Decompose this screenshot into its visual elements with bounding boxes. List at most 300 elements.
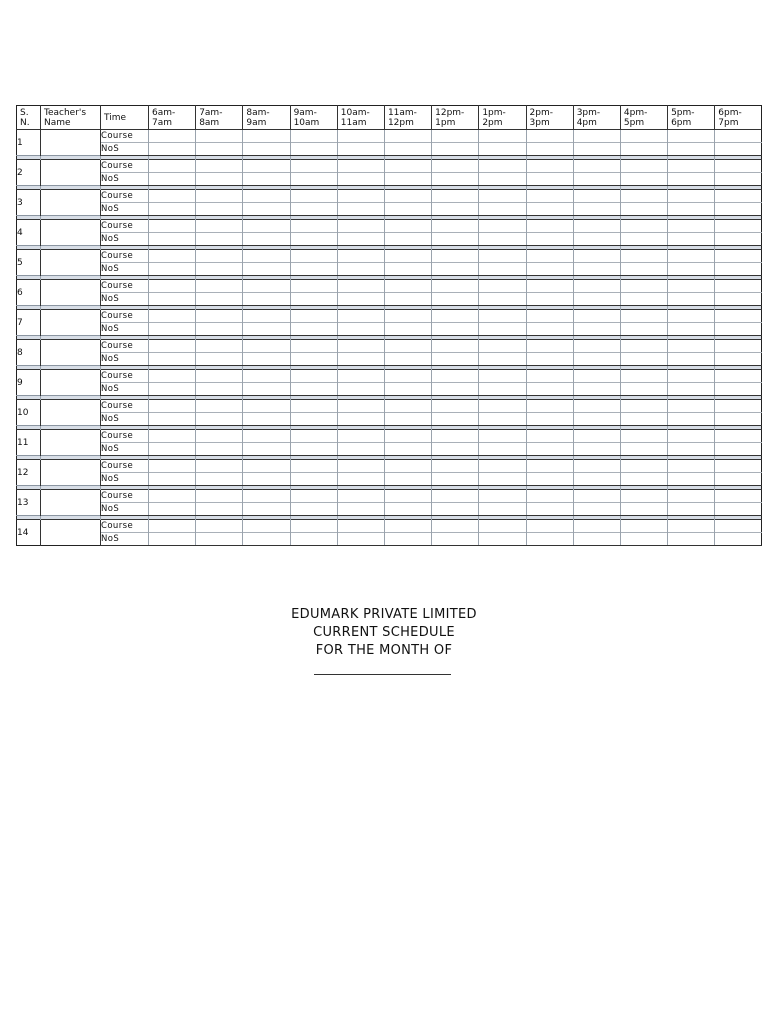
nos-cell[interactable] — [290, 443, 337, 456]
nos-cell[interactable] — [668, 233, 715, 246]
nos-cell[interactable] — [668, 443, 715, 456]
nos-cell[interactable] — [243, 413, 290, 426]
course-cell[interactable] — [290, 460, 337, 473]
course-cell[interactable] — [668, 460, 715, 473]
nos-cell[interactable] — [573, 413, 620, 426]
course-cell[interactable] — [526, 460, 573, 473]
course-cell[interactable] — [526, 280, 573, 293]
course-cell[interactable] — [290, 220, 337, 233]
course-cell[interactable] — [620, 190, 667, 203]
nos-cell[interactable] — [573, 383, 620, 396]
course-cell[interactable] — [715, 400, 762, 413]
nos-cell[interactable] — [196, 293, 243, 306]
course-cell[interactable] — [526, 130, 573, 143]
course-cell[interactable] — [526, 310, 573, 323]
nos-cell[interactable] — [243, 503, 290, 516]
course-cell[interactable] — [715, 340, 762, 353]
course-cell[interactable] — [715, 220, 762, 233]
nos-cell[interactable] — [384, 353, 431, 366]
nos-cell[interactable] — [573, 143, 620, 156]
course-cell[interactable] — [526, 400, 573, 413]
course-cell[interactable] — [432, 520, 479, 533]
course-cell[interactable] — [479, 520, 526, 533]
course-cell[interactable] — [384, 220, 431, 233]
nos-cell[interactable] — [149, 323, 196, 336]
course-cell[interactable] — [337, 370, 384, 383]
course-cell[interactable] — [479, 160, 526, 173]
nos-cell[interactable] — [715, 293, 762, 306]
nos-cell[interactable] — [668, 353, 715, 366]
nos-cell[interactable] — [479, 263, 526, 276]
nos-cell[interactable] — [384, 503, 431, 516]
nos-cell[interactable] — [149, 413, 196, 426]
nos-cell[interactable] — [668, 473, 715, 486]
nos-cell[interactable] — [668, 263, 715, 276]
nos-cell[interactable] — [196, 233, 243, 246]
course-cell[interactable] — [668, 250, 715, 263]
nos-cell[interactable] — [715, 413, 762, 426]
nos-cell[interactable] — [526, 293, 573, 306]
nos-cell[interactable] — [479, 473, 526, 486]
nos-cell[interactable] — [620, 383, 667, 396]
nos-cell[interactable] — [526, 383, 573, 396]
course-cell[interactable] — [479, 370, 526, 383]
nos-cell[interactable] — [337, 143, 384, 156]
course-cell[interactable] — [290, 430, 337, 443]
teacher-name-cell[interactable] — [41, 430, 101, 456]
course-cell[interactable] — [573, 430, 620, 443]
course-cell[interactable] — [290, 190, 337, 203]
course-cell[interactable] — [243, 160, 290, 173]
nos-cell[interactable] — [432, 383, 479, 396]
course-cell[interactable] — [479, 130, 526, 143]
nos-cell[interactable] — [715, 473, 762, 486]
nos-cell[interactable] — [479, 413, 526, 426]
course-cell[interactable] — [479, 220, 526, 233]
nos-cell[interactable] — [715, 383, 762, 396]
nos-cell[interactable] — [337, 473, 384, 486]
course-cell[interactable] — [432, 400, 479, 413]
nos-cell[interactable] — [573, 443, 620, 456]
course-cell[interactable] — [715, 370, 762, 383]
course-cell[interactable] — [243, 310, 290, 323]
course-cell[interactable] — [715, 250, 762, 263]
nos-cell[interactable] — [337, 533, 384, 546]
course-cell[interactable] — [479, 430, 526, 443]
nos-cell[interactable] — [620, 473, 667, 486]
nos-cell[interactable] — [384, 413, 431, 426]
nos-cell[interactable] — [290, 323, 337, 336]
nos-cell[interactable] — [290, 383, 337, 396]
nos-cell[interactable] — [526, 323, 573, 336]
course-cell[interactable] — [432, 310, 479, 323]
course-cell[interactable] — [526, 220, 573, 233]
teacher-name-cell[interactable] — [41, 280, 101, 306]
course-cell[interactable] — [243, 340, 290, 353]
nos-cell[interactable] — [290, 503, 337, 516]
nos-cell[interactable] — [479, 443, 526, 456]
nos-cell[interactable] — [149, 473, 196, 486]
nos-cell[interactable] — [526, 473, 573, 486]
nos-cell[interactable] — [149, 353, 196, 366]
nos-cell[interactable] — [196, 323, 243, 336]
nos-cell[interactable] — [243, 473, 290, 486]
course-cell[interactable] — [573, 370, 620, 383]
teacher-name-cell[interactable] — [41, 490, 101, 516]
nos-cell[interactable] — [243, 383, 290, 396]
course-cell[interactable] — [715, 490, 762, 503]
course-cell[interactable] — [526, 490, 573, 503]
nos-cell[interactable] — [526, 413, 573, 426]
course-cell[interactable] — [479, 190, 526, 203]
course-cell[interactable] — [479, 250, 526, 263]
course-cell[interactable] — [243, 400, 290, 413]
course-cell[interactable] — [337, 310, 384, 323]
nos-cell[interactable] — [243, 533, 290, 546]
nos-cell[interactable] — [479, 143, 526, 156]
course-cell[interactable] — [668, 400, 715, 413]
nos-cell[interactable] — [196, 173, 243, 186]
nos-cell[interactable] — [337, 263, 384, 276]
course-cell[interactable] — [243, 430, 290, 443]
nos-cell[interactable] — [432, 353, 479, 366]
course-cell[interactable] — [290, 310, 337, 323]
course-cell[interactable] — [243, 190, 290, 203]
course-cell[interactable] — [432, 280, 479, 293]
nos-cell[interactable] — [149, 383, 196, 396]
course-cell[interactable] — [337, 400, 384, 413]
teacher-name-cell[interactable] — [41, 190, 101, 216]
teacher-name-cell[interactable] — [41, 460, 101, 486]
nos-cell[interactable] — [243, 233, 290, 246]
nos-cell[interactable] — [290, 203, 337, 216]
course-cell[interactable] — [620, 160, 667, 173]
nos-cell[interactable] — [149, 173, 196, 186]
nos-cell[interactable] — [432, 143, 479, 156]
nos-cell[interactable] — [715, 143, 762, 156]
nos-cell[interactable] — [243, 173, 290, 186]
course-cell[interactable] — [337, 490, 384, 503]
nos-cell[interactable] — [196, 533, 243, 546]
nos-cell[interactable] — [384, 443, 431, 456]
nos-cell[interactable] — [526, 533, 573, 546]
course-cell[interactable] — [384, 340, 431, 353]
nos-cell[interactable] — [715, 233, 762, 246]
nos-cell[interactable] — [715, 503, 762, 516]
nos-cell[interactable] — [573, 173, 620, 186]
teacher-name-cell[interactable] — [41, 340, 101, 366]
nos-cell[interactable] — [620, 323, 667, 336]
nos-cell[interactable] — [149, 263, 196, 276]
course-cell[interactable] — [337, 220, 384, 233]
nos-cell[interactable] — [384, 143, 431, 156]
course-cell[interactable] — [573, 130, 620, 143]
course-cell[interactable] — [243, 460, 290, 473]
course-cell[interactable] — [479, 340, 526, 353]
course-cell[interactable] — [243, 250, 290, 263]
course-cell[interactable] — [620, 220, 667, 233]
nos-cell[interactable] — [479, 503, 526, 516]
course-cell[interactable] — [620, 370, 667, 383]
nos-cell[interactable] — [668, 203, 715, 216]
nos-cell[interactable] — [196, 203, 243, 216]
nos-cell[interactable] — [432, 173, 479, 186]
nos-cell[interactable] — [149, 233, 196, 246]
nos-cell[interactable] — [620, 173, 667, 186]
nos-cell[interactable] — [337, 293, 384, 306]
course-cell[interactable] — [196, 160, 243, 173]
course-cell[interactable] — [384, 520, 431, 533]
nos-cell[interactable] — [243, 203, 290, 216]
course-cell[interactable] — [479, 460, 526, 473]
nos-cell[interactable] — [668, 533, 715, 546]
nos-cell[interactable] — [432, 503, 479, 516]
course-cell[interactable] — [290, 520, 337, 533]
course-cell[interactable] — [620, 310, 667, 323]
course-cell[interactable] — [196, 310, 243, 323]
course-cell[interactable] — [526, 340, 573, 353]
nos-cell[interactable] — [526, 263, 573, 276]
nos-cell[interactable] — [526, 503, 573, 516]
course-cell[interactable] — [432, 370, 479, 383]
course-cell[interactable] — [149, 250, 196, 263]
nos-cell[interactable] — [620, 353, 667, 366]
nos-cell[interactable] — [384, 293, 431, 306]
course-cell[interactable] — [715, 430, 762, 443]
nos-cell[interactable] — [668, 323, 715, 336]
nos-cell[interactable] — [432, 263, 479, 276]
course-cell[interactable] — [573, 310, 620, 323]
teacher-name-cell[interactable] — [41, 220, 101, 246]
course-cell[interactable] — [526, 430, 573, 443]
course-cell[interactable] — [668, 160, 715, 173]
course-cell[interactable] — [620, 520, 667, 533]
course-cell[interactable] — [384, 460, 431, 473]
course-cell[interactable] — [149, 220, 196, 233]
course-cell[interactable] — [432, 340, 479, 353]
course-cell[interactable] — [432, 430, 479, 443]
course-cell[interactable] — [290, 400, 337, 413]
course-cell[interactable] — [620, 460, 667, 473]
course-cell[interactable] — [668, 190, 715, 203]
nos-cell[interactable] — [715, 203, 762, 216]
nos-cell[interactable] — [384, 173, 431, 186]
nos-cell[interactable] — [620, 143, 667, 156]
nos-cell[interactable] — [526, 353, 573, 366]
course-cell[interactable] — [620, 280, 667, 293]
course-cell[interactable] — [149, 160, 196, 173]
course-cell[interactable] — [526, 250, 573, 263]
course-cell[interactable] — [620, 340, 667, 353]
nos-cell[interactable] — [526, 203, 573, 216]
course-cell[interactable] — [479, 310, 526, 323]
nos-cell[interactable] — [573, 473, 620, 486]
course-cell[interactable] — [573, 490, 620, 503]
course-cell[interactable] — [479, 490, 526, 503]
nos-cell[interactable] — [715, 443, 762, 456]
nos-cell[interactable] — [196, 353, 243, 366]
nos-cell[interactable] — [620, 533, 667, 546]
nos-cell[interactable] — [432, 473, 479, 486]
course-cell[interactable] — [196, 220, 243, 233]
nos-cell[interactable] — [668, 413, 715, 426]
course-cell[interactable] — [668, 430, 715, 443]
nos-cell[interactable] — [526, 143, 573, 156]
course-cell[interactable] — [526, 520, 573, 533]
nos-cell[interactable] — [196, 503, 243, 516]
course-cell[interactable] — [479, 400, 526, 413]
course-cell[interactable] — [668, 490, 715, 503]
nos-cell[interactable] — [715, 173, 762, 186]
nos-cell[interactable] — [384, 323, 431, 336]
course-cell[interactable] — [196, 370, 243, 383]
nos-cell[interactable] — [715, 323, 762, 336]
course-cell[interactable] — [432, 220, 479, 233]
nos-cell[interactable] — [668, 143, 715, 156]
teacher-name-cell[interactable] — [41, 250, 101, 276]
nos-cell[interactable] — [149, 293, 196, 306]
nos-cell[interactable] — [337, 233, 384, 246]
course-cell[interactable] — [573, 340, 620, 353]
nos-cell[interactable] — [715, 353, 762, 366]
nos-cell[interactable] — [479, 173, 526, 186]
nos-cell[interactable] — [432, 293, 479, 306]
nos-cell[interactable] — [337, 443, 384, 456]
course-cell[interactable] — [243, 370, 290, 383]
nos-cell[interactable] — [668, 293, 715, 306]
course-cell[interactable] — [290, 370, 337, 383]
nos-cell[interactable] — [243, 143, 290, 156]
nos-cell[interactable] — [384, 383, 431, 396]
nos-cell[interactable] — [290, 473, 337, 486]
nos-cell[interactable] — [337, 353, 384, 366]
course-cell[interactable] — [149, 310, 196, 323]
nos-cell[interactable] — [196, 473, 243, 486]
course-cell[interactable] — [715, 280, 762, 293]
course-cell[interactable] — [573, 520, 620, 533]
nos-cell[interactable] — [620, 293, 667, 306]
nos-cell[interactable] — [290, 353, 337, 366]
course-cell[interactable] — [149, 130, 196, 143]
course-cell[interactable] — [149, 190, 196, 203]
course-cell[interactable] — [149, 340, 196, 353]
nos-cell[interactable] — [620, 203, 667, 216]
teacher-name-cell[interactable] — [41, 130, 101, 156]
course-cell[interactable] — [290, 160, 337, 173]
nos-cell[interactable] — [432, 413, 479, 426]
course-cell[interactable] — [196, 280, 243, 293]
nos-cell[interactable] — [668, 173, 715, 186]
course-cell[interactable] — [196, 340, 243, 353]
course-cell[interactable] — [149, 280, 196, 293]
nos-cell[interactable] — [149, 203, 196, 216]
nos-cell[interactable] — [573, 503, 620, 516]
course-cell[interactable] — [149, 490, 196, 503]
nos-cell[interactable] — [149, 143, 196, 156]
nos-cell[interactable] — [196, 413, 243, 426]
nos-cell[interactable] — [337, 413, 384, 426]
nos-cell[interactable] — [384, 473, 431, 486]
course-cell[interactable] — [715, 520, 762, 533]
nos-cell[interactable] — [479, 533, 526, 546]
course-cell[interactable] — [715, 310, 762, 323]
nos-cell[interactable] — [620, 263, 667, 276]
course-cell[interactable] — [196, 250, 243, 263]
nos-cell[interactable] — [290, 413, 337, 426]
course-cell[interactable] — [337, 340, 384, 353]
course-cell[interactable] — [384, 250, 431, 263]
course-cell[interactable] — [337, 190, 384, 203]
course-cell[interactable] — [526, 370, 573, 383]
course-cell[interactable] — [384, 430, 431, 443]
nos-cell[interactable] — [196, 443, 243, 456]
nos-cell[interactable] — [432, 203, 479, 216]
course-cell[interactable] — [620, 400, 667, 413]
course-cell[interactable] — [668, 310, 715, 323]
course-cell[interactable] — [668, 280, 715, 293]
course-cell[interactable] — [432, 130, 479, 143]
course-cell[interactable] — [384, 310, 431, 323]
nos-cell[interactable] — [337, 503, 384, 516]
course-cell[interactable] — [290, 280, 337, 293]
course-cell[interactable] — [715, 130, 762, 143]
course-cell[interactable] — [384, 370, 431, 383]
nos-cell[interactable] — [526, 173, 573, 186]
nos-cell[interactable] — [526, 443, 573, 456]
course-cell[interactable] — [668, 520, 715, 533]
nos-cell[interactable] — [384, 263, 431, 276]
course-cell[interactable] — [479, 280, 526, 293]
course-cell[interactable] — [620, 130, 667, 143]
course-cell[interactable] — [337, 430, 384, 443]
course-cell[interactable] — [573, 400, 620, 413]
course-cell[interactable] — [290, 490, 337, 503]
course-cell[interactable] — [196, 520, 243, 533]
nos-cell[interactable] — [149, 503, 196, 516]
course-cell[interactable] — [149, 520, 196, 533]
nos-cell[interactable] — [243, 263, 290, 276]
nos-cell[interactable] — [243, 293, 290, 306]
nos-cell[interactable] — [337, 323, 384, 336]
course-cell[interactable] — [337, 130, 384, 143]
course-cell[interactable] — [384, 190, 431, 203]
nos-cell[interactable] — [479, 383, 526, 396]
course-cell[interactable] — [668, 130, 715, 143]
teacher-name-cell[interactable] — [41, 520, 101, 546]
course-cell[interactable] — [337, 520, 384, 533]
course-cell[interactable] — [149, 370, 196, 383]
course-cell[interactable] — [149, 460, 196, 473]
nos-cell[interactable] — [337, 383, 384, 396]
nos-cell[interactable] — [526, 233, 573, 246]
course-cell[interactable] — [243, 220, 290, 233]
course-cell[interactable] — [715, 460, 762, 473]
course-cell[interactable] — [243, 280, 290, 293]
teacher-name-cell[interactable] — [41, 160, 101, 186]
nos-cell[interactable] — [715, 263, 762, 276]
nos-cell[interactable] — [149, 533, 196, 546]
nos-cell[interactable] — [384, 233, 431, 246]
nos-cell[interactable] — [479, 323, 526, 336]
nos-cell[interactable] — [573, 203, 620, 216]
course-cell[interactable] — [243, 520, 290, 533]
nos-cell[interactable] — [573, 233, 620, 246]
course-cell[interactable] — [290, 250, 337, 263]
nos-cell[interactable] — [290, 293, 337, 306]
course-cell[interactable] — [196, 490, 243, 503]
course-cell[interactable] — [384, 130, 431, 143]
nos-cell[interactable] — [432, 323, 479, 336]
